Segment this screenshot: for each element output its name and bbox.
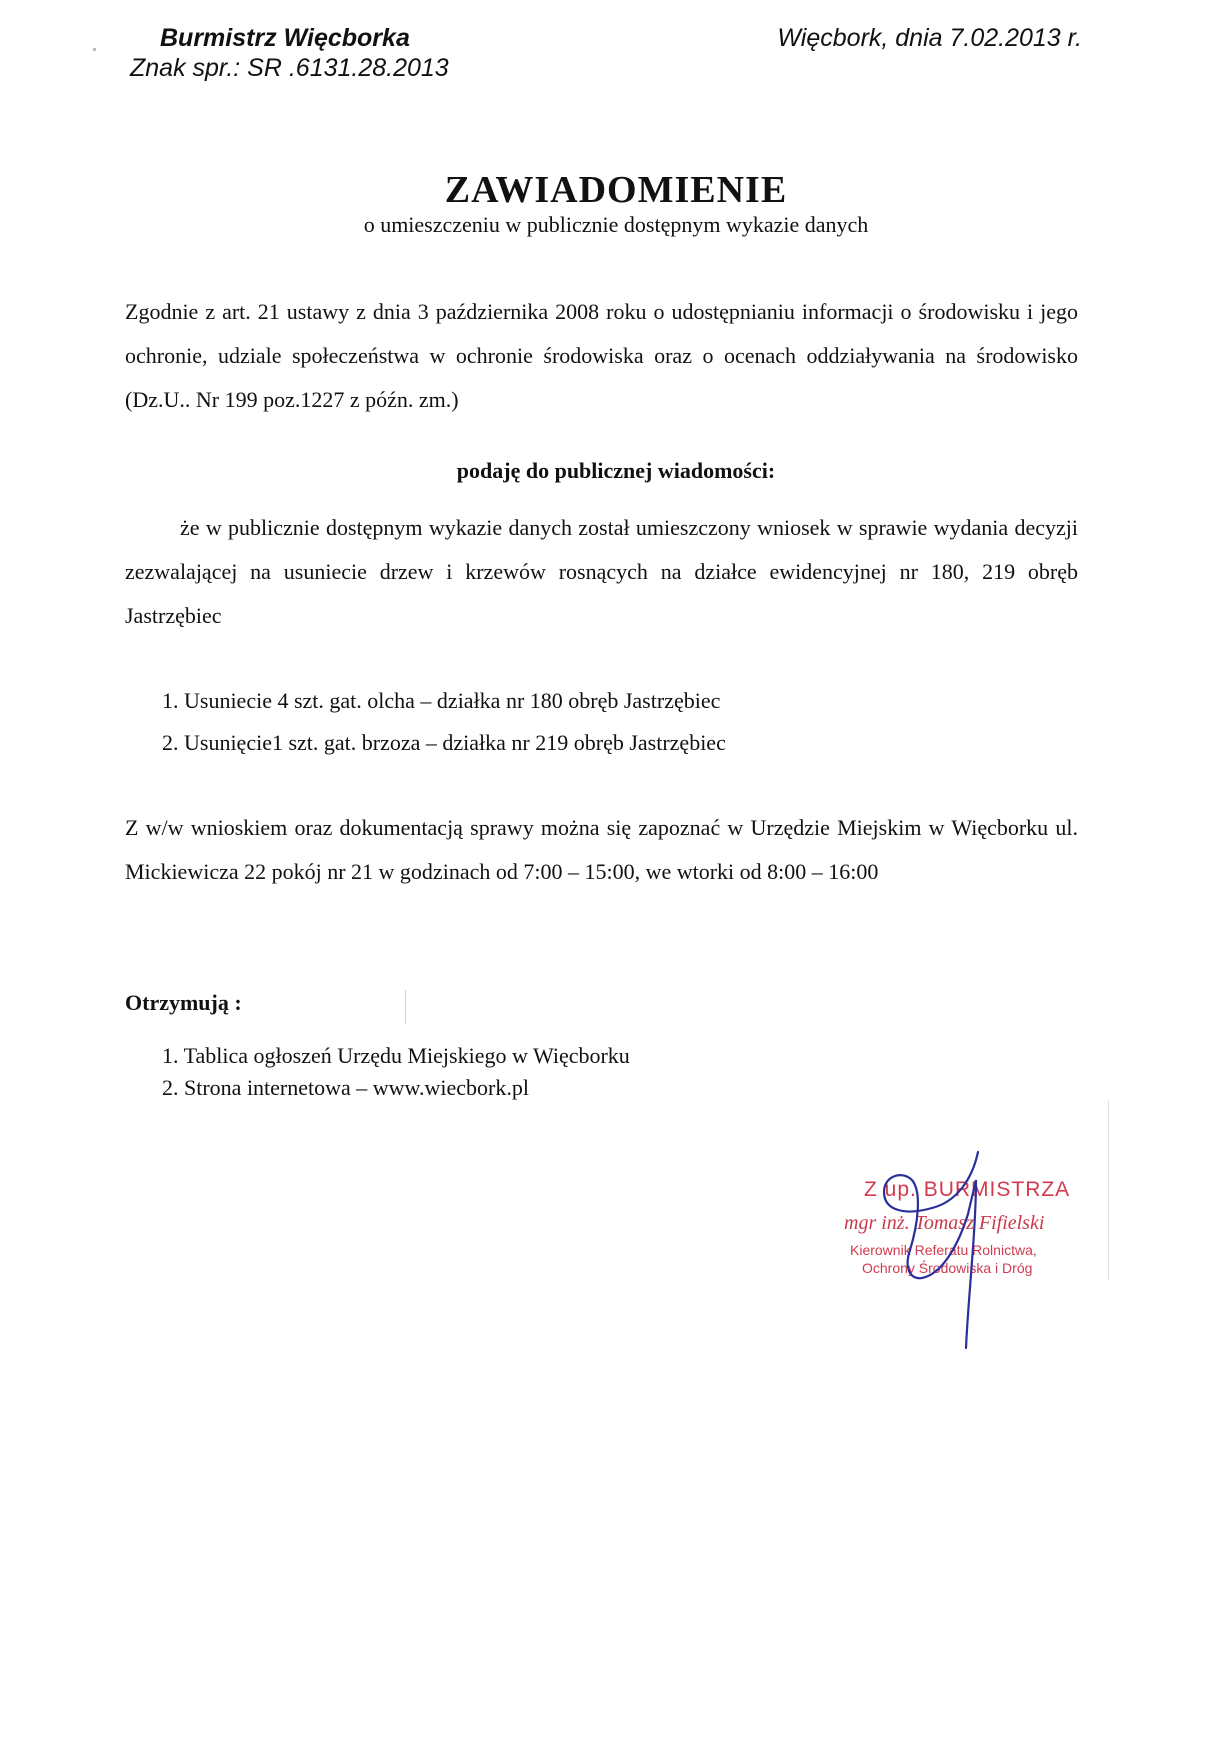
legal-basis-paragraph: Zgodnie z art. 21 ustawy z dnia 3 października 2008 roku o udostępnianiu informacji o środowisku i jego ochronie, udziale społeczeństwa w ochronie środowiska oraz o ocenach oddziaływania na środowisko (Dz.U.. Nr 199 poz.1227 z późn. zm.) [125,299,1078,412]
recipients-heading: Otrzymują : [125,990,242,1015]
reference-number: Znak spr.: SR .6131.28.2013 [130,54,449,82]
document-subtitle: o umieszczeniu w publicznie dostępnym wykazie danych [363,212,869,237]
stamp-line: Ochrony Środowiska i Dróg [862,1260,1033,1276]
announcement-heading: podaję do publicznej wiadomości: [456,458,776,483]
scan-speck [405,990,406,1024]
place-and-date: Więcbork, dnia 7.02.2013 r. [777,24,1082,52]
access-info-paragraph: Z w/w wnioskiem oraz dokumentacją sprawy można się zapoznać w Urzędzie Miejskim w Więcborku ul. Mickiewicza 22 pokój nr 21 w godzinach od 7:00 – 15:00, we wtorki od 8:00 – 16:00 [125,815,1078,884]
stamp-line: mgr inż. Tomasz Fifielski [844,1212,1045,1234]
items-list [162,680,726,764]
list-item: 1. Tablica ogłoszeń Urzędu Miejskiego w Więcborku [162,1043,630,1068]
stamp-line: Kierownik Referatu Rolnictwa, [850,1242,1037,1258]
issuer-name: Burmistrz Więcborka [160,24,410,52]
scan-speck [93,48,96,51]
list-item: 2. Usunięcie1 szt. gat. brzoza – działka nr 219 obręb Jastrzębiec [162,730,726,755]
list-item: 2. Strona internetowa – www.wiecbork.pl [162,1075,529,1100]
stamp-line: Z up. BURMISTRZA [864,1178,1071,1201]
document-title: ZAWIADOMIENIE [444,169,788,211]
handwritten-signature [860,1150,1060,1350]
scan-speck [1108,1100,1109,1280]
list-item: 1. Usuniecie 4 szt. gat. olcha – działka nr 180 obręb Jastrzębiec [162,688,721,713]
statement-paragraph [125,506,1078,638]
recipients-list [162,1040,630,1104]
official-stamp [820,1150,1120,1350]
statement-text: że w publicznie dostępnym wykazie danych został umieszczony wniosek w sprawie wydania decyzji zezwalającej na usuniecie drzew i krzewów rosnących na działce ewidencyjnej nr 180, 219 obręb Jastrzębiec [125,515,1078,628]
